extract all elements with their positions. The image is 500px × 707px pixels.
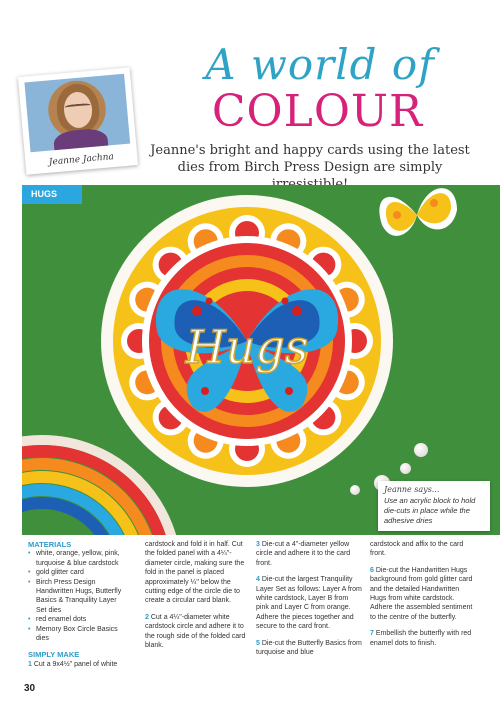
column-3 <box>256 540 362 657</box>
page-number: 30 <box>24 683 36 694</box>
tip-text: Use an acrylic block to hold die-cuts in place while the adhesive dries <box>384 496 476 525</box>
circle-card <box>97 191 397 491</box>
list-item: • Memory Box Circle Basics dies <box>28 625 126 644</box>
step-3: 3 Die-cut a 4"-diameter yellow circle and adhere it to the card front. <box>256 541 351 567</box>
step-1-continued: cardstock and fold it in half. Cut the folded panel with a 4¼"-diameter circle, making sure the fold in the panel is placed approximately ¼" below the cutting edge of the circle die to create a circular card blank. <box>145 541 245 605</box>
materials-heading: MATERIALS <box>28 540 72 549</box>
tip-title: Jeanne says... <box>384 485 440 494</box>
list-item: • white, orange, yellow, pink, turquoise & blue cardstock <box>28 549 126 568</box>
section-tab: HUGS <box>22 185 82 204</box>
page-title: COLOUR <box>211 86 424 137</box>
subtitle: Jeanne's bright and happy cards using the latest dies from Birch Press Design are simply <box>150 143 470 175</box>
tip-box <box>378 481 490 531</box>
step-4: 4 Die-cut the largest Tranquility Layer Set as follows: Layer A from white cardstock, Layer B from pink and Layer C from orange. Adhere the pieces together and secure to the card front. <box>256 576 362 631</box>
hugs-sentiment: Hugs <box>185 320 309 374</box>
step-5: 5 Die-cut the Butterfly Basics from turquoise and blue <box>256 639 362 657</box>
simply-make-heading: SIMPLY MAKE <box>28 650 80 660</box>
instructions <box>28 540 478 680</box>
list-item: • red enamel dots <box>28 615 126 624</box>
author-photo-frame <box>18 67 138 174</box>
column-4 <box>370 540 476 648</box>
step-5-continued: cardstock and affix to the card front. <box>370 541 464 558</box>
list-item: • gold glitter card <box>28 568 126 577</box>
materials-list <box>28 549 126 643</box>
step-7: 7 Embellish the butterfly with red enamel dots to finish. <box>370 630 472 647</box>
title-script: A world of <box>205 40 435 89</box>
column-2 <box>145 540 249 650</box>
column-1 <box>28 540 126 669</box>
author-caption: Jeanne Jachna <box>48 152 115 168</box>
step-1: 1 Cut a 9x4½" panel of white <box>28 660 118 668</box>
step-6: 6 Die-cut the Handwritten Hugs background from gold glitter card and the detailed Handwritten Hugs from white cardstock. Adhere the assembled sentiment to the centre of the butterfly. <box>370 566 473 621</box>
step-2: 2 Cut a 4¼"-diameter white cardstock circle and adhere it to the rough side of the folded card blank. <box>145 613 246 650</box>
author-photo <box>24 74 130 152</box>
list-item: • Birch Press Design Handwritten Hugs, Butterfly Basics & Tranquility Layer Set dies <box>28 578 126 616</box>
